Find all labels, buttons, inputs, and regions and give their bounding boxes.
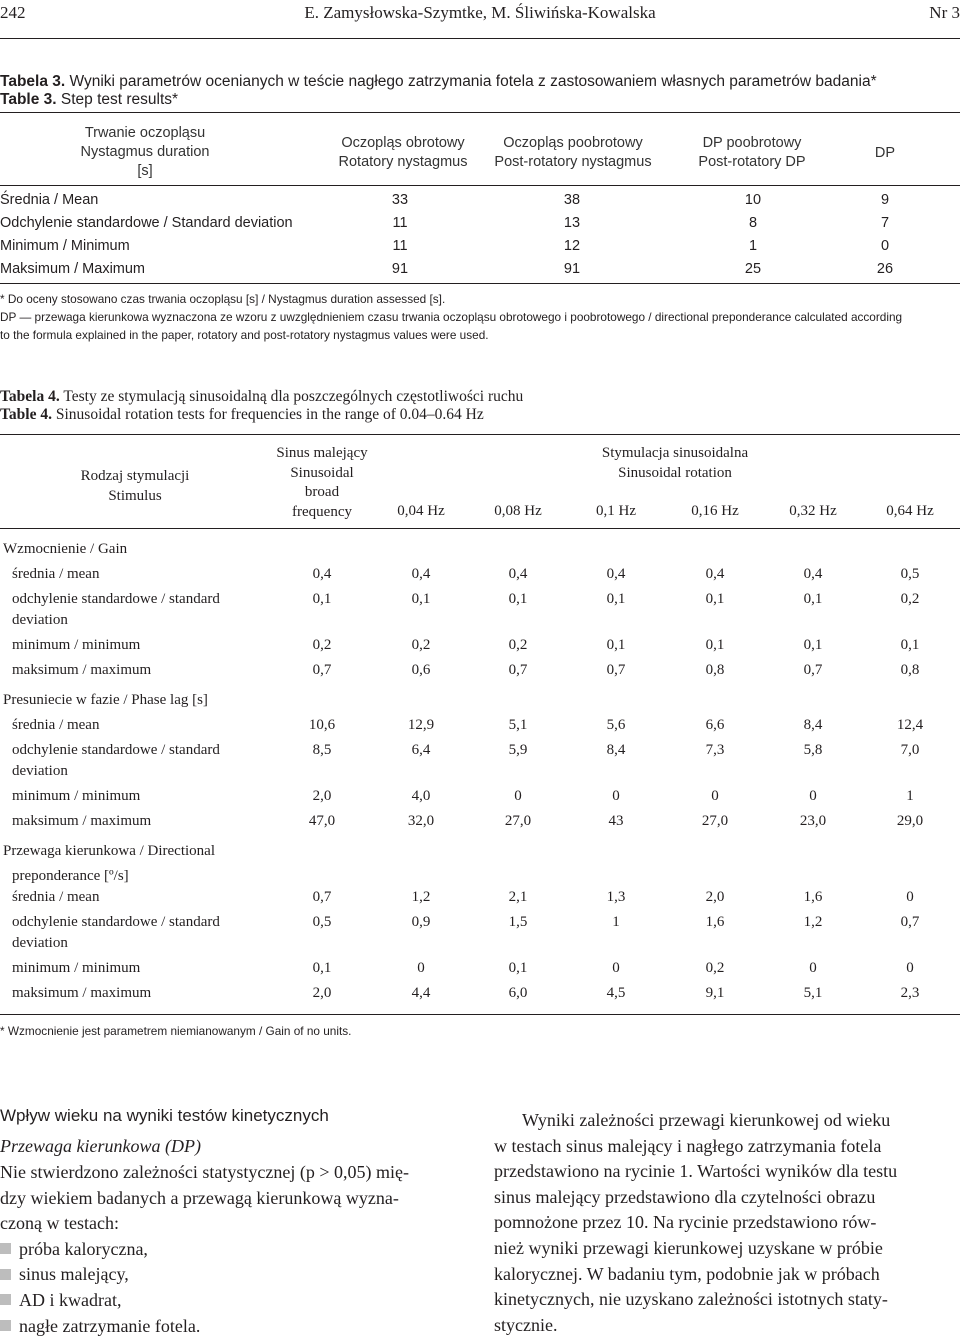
table4-cell: 0,5	[900, 566, 920, 582]
table4-top-rule	[0, 434, 960, 435]
table4-freq-header: 0,32 Hz	[789, 503, 837, 519]
table4-cell: 0,2	[508, 637, 528, 653]
table3-cell: 12	[563, 238, 581, 254]
table3-cell: 0	[880, 238, 890, 254]
table4-cell: 2,0	[312, 788, 332, 804]
page-number: 242	[0, 3, 26, 22]
col-header-line: Oczopląs poobrotowy	[503, 135, 643, 151]
table4-stimulus-header	[40, 467, 230, 506]
paragraph-line: stycznie.	[494, 1314, 558, 1335]
table3-cell: 7	[880, 215, 890, 231]
col-header-line: Rodzaj stymulacji	[80, 468, 190, 484]
paragraph-line: przedstawiono na rycinie 1. Wartości wyników dla testu	[494, 1161, 898, 1182]
table4-caption-en	[0, 406, 484, 424]
table4-freq-header: 0,08 Hz	[494, 503, 542, 519]
table4-sinus-header	[560, 444, 790, 483]
col-header-line: frequency	[292, 503, 352, 520]
table4-cell: 0,2	[705, 960, 725, 976]
table3-cell: 38	[563, 192, 581, 208]
paragraph-line: sinus malejący przedstawiono dla czytelności obrazu	[494, 1186, 876, 1207]
bullet-text: nagłe zatrzymanie fotela.	[19, 1315, 201, 1336]
table4-cell: 27,0	[701, 813, 729, 829]
paragraph-line: kinetycznych, nie uzyskano zależności istotnych staty-	[494, 1289, 888, 1310]
table3-bottom-rule	[0, 283, 960, 284]
table4-cell: 0,7	[508, 662, 528, 678]
table4-caption-pl-text: Testy ze stymulacją sinusoidalną dla poszczególnych częstotliwości ruchu	[63, 388, 524, 405]
table3-cell: 25	[744, 261, 762, 277]
table4-cell: 0,1	[606, 637, 626, 653]
table3-cell: 11	[392, 238, 408, 254]
square-bullet-icon	[0, 1269, 11, 1280]
right-paragraph	[494, 1108, 960, 1338]
table4-cell: 0	[809, 960, 817, 976]
table4-cell: 5,1	[803, 985, 823, 1001]
table4-cell: 2,0	[705, 889, 725, 905]
table3-row-label: Średnia / Mean	[0, 192, 99, 208]
table4-cell: 7,3	[705, 742, 725, 758]
table4-row-label: minimum / minimum	[12, 788, 141, 804]
table3-caption-en-text: Step test results*	[60, 91, 179, 108]
table3-cell: 13	[563, 215, 581, 231]
table4-caption-pl-label: Tabela 4.	[0, 388, 60, 405]
table3-cell: 9	[880, 192, 890, 208]
table4-cell: 9,1	[705, 985, 725, 1001]
table4-cell: 0,1	[508, 591, 528, 607]
table3-row-label: Maksimum / Maximum	[0, 261, 146, 277]
table4-cell: 2,0	[312, 985, 332, 1001]
table4-cell: 0,7	[312, 662, 332, 678]
table4-cell: 0,5	[312, 914, 332, 930]
table4-cell: 0	[417, 960, 425, 976]
table3-cell: 8	[748, 215, 758, 231]
table4-footnote: * Wzmocnienie jest parametrem niemianowanym / Gain of no units.	[0, 1024, 352, 1038]
table4-cell: 0,4	[411, 566, 431, 582]
table4-row-label: minimum / minimum	[12, 637, 141, 653]
table3-header-rule	[0, 185, 960, 186]
col-header-line: [s]	[137, 163, 153, 179]
table4-cell: 0,4	[312, 566, 332, 582]
table4-cell: 29,0	[896, 813, 924, 829]
square-bullet-icon	[0, 1294, 11, 1305]
table3-col-header-rotatory	[318, 134, 488, 172]
table4-cell: 8,4	[606, 742, 626, 758]
table4-cell: 23,0	[799, 813, 827, 829]
table4-cell: 27,0	[504, 813, 532, 829]
table4-row-label: deviation	[12, 763, 68, 779]
table3-row-label: Minimum / Minimum	[0, 238, 130, 254]
table4-cell: 12,9	[407, 717, 435, 733]
table4-cell: 0,7	[606, 662, 626, 678]
table3-col-header-duration	[40, 124, 250, 181]
table4-cell: 43	[608, 813, 624, 829]
square-bullet-icon	[0, 1320, 11, 1331]
table4-cell: 5,1	[508, 717, 528, 733]
table4-row-label: średnia / mean	[12, 717, 100, 733]
table3-cell: 26	[876, 261, 894, 277]
bullet-text: AD i kwadrat,	[19, 1289, 122, 1310]
table3-cell: 11	[392, 215, 408, 231]
table4-cell: 0,6	[411, 662, 431, 678]
table4-cell: 12,4	[896, 717, 924, 733]
table4-caption-en-text: Sinusoidal rotation tests for frequencies in the range of 0.04–0.64 Hz	[55, 406, 484, 423]
table3-cell: 1	[748, 238, 758, 254]
table4-cell: 4,5	[606, 985, 626, 1001]
table4-cell: 0,4	[803, 566, 823, 582]
table4-cell: 5,6	[606, 717, 626, 733]
table4-group-title: Wzmocnienie / Gain	[3, 541, 128, 557]
table4-row-label: maksimum / maximum	[12, 813, 152, 829]
paragraph-line: dzy wiekiem badanych a przewagą kierunkową wyzna-	[0, 1187, 399, 1208]
table3-cell: 91	[563, 261, 581, 277]
table4-freq-header: 0,16 Hz	[691, 503, 739, 519]
table4-cell: 47,0	[308, 813, 336, 829]
table4-row-label: maksimum / maximum	[12, 662, 152, 678]
paragraph-line: nież wyniki przewagi kierunkowej uzyskane w próbie	[494, 1237, 883, 1258]
table4-row-label: odchylenie standardowe / standard	[12, 742, 220, 758]
table4-cell: 0	[809, 788, 817, 804]
running-header-authors: E. Zamysłowska-Szymtke, M. Śliwińska-Kowalska	[304, 3, 656, 22]
table4-row-label: odchylenie standardowe / standard	[12, 591, 220, 607]
table4-cell: 1,6	[803, 889, 823, 905]
table4-cell: 1,3	[606, 889, 626, 905]
table3-col-header-post-rotatory	[483, 134, 663, 172]
table4-row-label: maksimum / maximum	[12, 985, 152, 1001]
table4-cell: 0,1	[606, 591, 626, 607]
table3-footnote-2b: to the formula explained in the paper, rotatory and post-rotatory nystagmus values were used.	[0, 328, 489, 342]
table4-row-label: deviation	[12, 935, 68, 951]
col-header-line: DP poobrotowy	[702, 135, 802, 151]
table3-cell: 10	[744, 192, 762, 208]
table4-row-label: deviation	[12, 612, 68, 628]
paragraph-line: kalorycznej. W badaniu tym, podobnie jak w próbach	[494, 1263, 880, 1284]
table4-cell: 0,1	[508, 960, 528, 976]
col-header-line: Sinusoidal	[290, 464, 354, 481]
bullet-text: sinus malejący,	[19, 1264, 129, 1285]
bullet-text: próba kaloryczna,	[19, 1238, 148, 1259]
table4-cell: 0,1	[803, 591, 823, 607]
col-header-line: Post-rotatory DP	[698, 154, 806, 170]
bullet-item	[0, 1314, 470, 1340]
table4-cell: 1	[906, 788, 914, 804]
table4-cell: 1,6	[705, 914, 725, 930]
table4-cell: 1,2	[411, 889, 431, 905]
issue-number: Nr 3	[929, 3, 960, 22]
table4-group-title: preponderance [º/s]	[12, 868, 129, 884]
table4-freq-header: 0,04 Hz	[397, 503, 445, 519]
table4-cell: 5,8	[803, 742, 823, 758]
col-header-line: broad	[304, 484, 340, 500]
table4-cell: 0	[514, 788, 522, 804]
table4-cell: 0,2	[411, 637, 431, 653]
table3-row-label: Odchylenie standardowe / Standard deviation	[0, 215, 293, 231]
table4-row-label: odchylenie standardowe / standard	[12, 914, 220, 930]
table4-cell: 0,8	[705, 662, 725, 678]
table4-cell: 6,4	[411, 742, 431, 758]
table4-cell: 0	[711, 788, 719, 804]
table4-row-label: średnia / mean	[12, 566, 100, 582]
table4-row-label: średnia / mean	[12, 889, 100, 905]
table3-caption-en	[0, 91, 960, 109]
table3-cell: 91	[391, 261, 409, 277]
table4-cell: 10,6	[308, 717, 336, 733]
table4-cell: 0,8	[900, 662, 920, 678]
table4-cell: 4,0	[411, 788, 431, 804]
table4-cell: 6,0	[508, 985, 528, 1001]
col-header-line: Sinusoidal rotation	[618, 464, 732, 481]
table3-caption-pl-label: Tabela 3.	[0, 73, 66, 90]
table4-cell: 5,9	[508, 742, 528, 758]
table4-cell: 8,4	[803, 717, 823, 733]
table4-caption-pl	[0, 388, 523, 406]
table4-cell: 0	[906, 889, 914, 905]
bullet-item	[0, 1288, 470, 1314]
table4-bottom-rule	[0, 1014, 960, 1015]
table4-cell: 4,4	[411, 985, 431, 1001]
table4-cell: 32,0	[407, 813, 435, 829]
table4-cell: 1,5	[508, 914, 528, 930]
table4-cell: 0,2	[312, 637, 332, 653]
col-header-line: Rotatory nystagmus	[338, 154, 468, 170]
table4-cell: 8,5	[312, 742, 332, 758]
col-header-line: Post-rotatory nystagmus	[494, 154, 652, 170]
table4-cell: 0,1	[411, 591, 431, 607]
table3-caption-en-label: Table 3.	[0, 91, 57, 108]
table4-cell: 1,2	[803, 914, 823, 930]
table4-row-label: minimum / minimum	[12, 960, 141, 976]
table4-cell: 0	[612, 960, 620, 976]
col-header-line: Nystagmus duration	[80, 144, 210, 160]
table4-cell: 0,9	[411, 914, 431, 930]
table4-cell: 0	[612, 788, 620, 804]
table4-cell: 0,7	[900, 914, 920, 930]
paragraph-line: Wyniki zależności przewagi kierunkowej od wieku	[522, 1110, 891, 1130]
table4-caption-en-label: Table 4.	[0, 406, 52, 423]
square-bullet-icon	[0, 1243, 11, 1254]
table4-cell: 0,7	[803, 662, 823, 678]
col-header-line: Trwanie oczopląsu	[84, 125, 206, 141]
subsection-title: Przewaga kierunkowa (DP)	[0, 1136, 201, 1156]
table4-broad-frequency-header	[252, 444, 392, 522]
col-header-line: Stimulus	[108, 487, 162, 504]
col-header-line: Sinus malejący	[276, 445, 368, 461]
table4-cell: 0,1	[705, 591, 725, 607]
table3-col-header-dp	[860, 144, 910, 163]
table4-cell: 0,4	[705, 566, 725, 582]
paragraph-line: w testach sinus malejący i nagłego zatrzymania fotela	[494, 1135, 882, 1156]
section-title: Wpływ wieku na wyniki testów kinetycznych	[0, 1106, 329, 1125]
table3-cell: 33	[391, 192, 409, 208]
table4-group-title: Przewaga kierunkowa / Directional	[3, 843, 215, 859]
col-header-line: DP	[874, 145, 896, 161]
table4-cell: 0,1	[803, 637, 823, 653]
table4-cell: 0	[906, 960, 914, 976]
table4-cell: 0,4	[606, 566, 626, 582]
table3-footnote-1: * Do oceny stosowano czas trwania oczopląsu [s] / Nystagmus duration assessed [s].	[0, 292, 446, 306]
paragraph-line: Nie stwierdzono zależności statystycznej (p > 0,05) mię-	[0, 1162, 410, 1182]
table4-cell: 0,4	[508, 566, 528, 582]
left-paragraph	[0, 1160, 470, 1339]
table4-cell: 2,3	[900, 985, 920, 1001]
paragraph-line: czoną w testach:	[0, 1213, 119, 1234]
paragraph-line: pomnożone przez 10. Na rycinie przedstawiono rów-	[494, 1212, 877, 1233]
table4-freq-header: 0,64 Hz	[886, 503, 934, 519]
table3-col-header-post-rotatory-dp	[672, 134, 832, 172]
table3-caption-pl-text: Wyniki parametrów ocenianych w teście nagłego zatrzymania fotela z zastosowaniem własnych parametrów badania*	[69, 73, 877, 90]
table3-top-rule	[0, 112, 960, 113]
table4-cell: 2,1	[508, 889, 528, 905]
table3-caption-pl	[0, 73, 960, 91]
table4-cell: 7,0	[900, 742, 920, 758]
table3-footnote-2a: DP — przewaga kierunkowa wyznaczona ze wzoru z uwzględnieniem czasu trwania oczopląsu obrotowego i poobrotowego / directional preponderance calculated according	[0, 310, 903, 324]
table4-header-rule	[0, 528, 960, 529]
bullet-item	[0, 1262, 470, 1288]
bullet-item	[0, 1237, 470, 1263]
table4-cell: 6,6	[705, 717, 725, 733]
table4-cell: 0,1	[312, 591, 332, 607]
col-header-line: Stymulacja sinusoidalna	[601, 445, 749, 461]
table4-cell: 0,1	[900, 637, 920, 653]
table4-group-title: Presuniecie w fazie / Phase lag [s]	[3, 692, 208, 708]
table4-freq-header: 0,1 Hz	[596, 503, 636, 519]
header-rule	[0, 38, 960, 39]
table4-cell: 0,7	[312, 889, 332, 905]
col-header-line: Oczopląs obrotowy	[341, 135, 465, 151]
table4-cell: 0,1	[312, 960, 332, 976]
table4-cell: 0,1	[705, 637, 725, 653]
table4-cell: 0,2	[900, 591, 920, 607]
table4-cell: 1	[612, 914, 620, 930]
